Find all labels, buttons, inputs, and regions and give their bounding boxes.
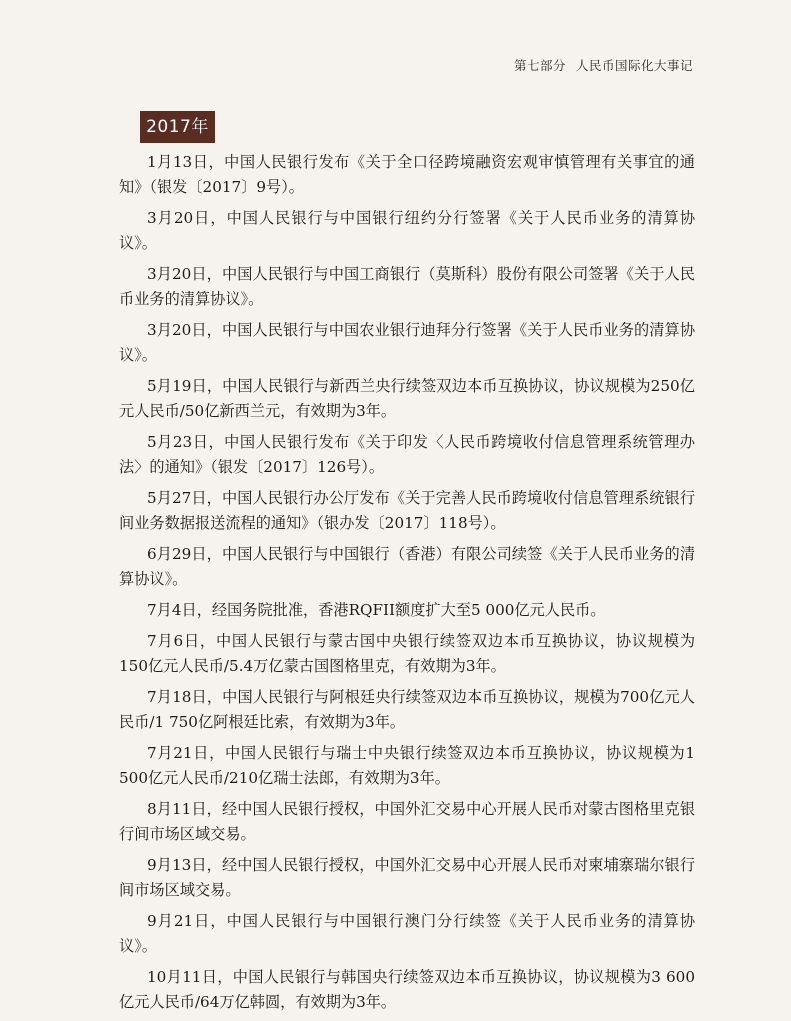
chronology-entry [119, 486, 695, 536]
entry-date: 1月13日， [147, 153, 225, 171]
entry-date: 5月23日， [147, 433, 225, 451]
chronology-entry [119, 909, 695, 959]
entry-date: 3月20日， [147, 265, 222, 283]
entry-text: 中国人民银行与中国银行澳门分行续签《关于人民币业务的清算协议》。 [119, 912, 695, 955]
chronology-entry [119, 797, 695, 847]
entry-date: 7月6日， [147, 632, 216, 650]
entry-text: 经中国人民银行授权，中国外汇交易中心开展人民币对蒙古图格里克银行间市场区域交易。 [119, 800, 695, 843]
entry-date: 9月13日， [147, 856, 222, 874]
header-part: 第七部分 [513, 58, 566, 73]
entry-date: 10月11日， [147, 968, 233, 986]
chronology-list [119, 150, 695, 1021]
year-heading: 2017年 [140, 111, 215, 143]
chronology-entry [119, 853, 695, 903]
entry-date: 9月21日， [147, 912, 227, 930]
chronology-entry [119, 150, 695, 200]
chronology-entry [119, 542, 695, 592]
entry-date: 7月18日， [147, 688, 223, 706]
entry-text: 中国人民银行与蒙古国中央银行续签双边本币互换协议，协议规模为150亿元人民币/5.4万亿蒙古国图格里克，有效期为3年。 [119, 632, 696, 675]
entry-date: 6月29日， [147, 545, 222, 563]
entry-text: 经国务院批准，香港RQFII额度扩大至5 000亿元人民币。 [211, 601, 606, 619]
entry-text: 中国人民银行与中国工商银行（莫斯科）股份有限公司签署《关于人民币业务的清算协议》。 [119, 265, 695, 308]
chronology-entry [119, 206, 695, 256]
entry-text: 中国人民银行发布《关于印发〈人民币跨境收付信息管理系统管理办法〉的通知》（银发〔2017〕126号）。 [119, 433, 695, 476]
entry-text: 中国人民银行与韩国央行续签双边本币互换协议，协议规模为3 600亿元人民币/64万亿韩圆，有效期为3年。 [119, 968, 695, 1011]
chronology-entry [119, 685, 695, 735]
running-header [514, 56, 693, 74]
entry-text: 中国人民银行与阿根廷央行续签双边本币互换协议，规模为700亿元人民币/1 750亿阿根廷比索，有效期为3年。 [119, 688, 695, 731]
entry-text: 中国人民银行与瑞士中央银行续签双边本币互换协议，协议规模为1 500亿元人民币/210亿瑞士法郎，有效期为3年。 [119, 744, 695, 787]
entry-date: 3月20日， [147, 321, 222, 339]
entry-text: 中国人民银行发布《关于全口径跨境融资宏观审慎管理有关事宜的通知》（银发〔2017〕9号）。 [119, 153, 695, 196]
entry-text: 中国人民银行与新西兰央行续签双边本币互换协议，协议规模为250亿元人民币/50亿新西兰元，有效期为3年。 [119, 377, 695, 420]
chronology-entry [119, 598, 695, 623]
entry-text: 中国人民银行与中国农业银行迪拜分行签署《关于人民币业务的清算协议》。 [119, 321, 695, 364]
entry-date: 7月4日， [147, 601, 212, 619]
entry-text: 中国人民银行与中国银行（香港）有限公司续签《关于人民币业务的清算协议》。 [119, 545, 695, 588]
entry-text: 中国人民银行与中国银行纽约分行签署《关于人民币业务的清算协议》。 [119, 209, 695, 252]
chronology-entry [119, 741, 695, 791]
chronology-entry [119, 374, 695, 424]
chronology-entry [119, 318, 695, 368]
chronology-entry [119, 965, 695, 1015]
entry-text: 中国人民银行办公厅发布《关于完善人民币跨境收付信息管理系统银行间业务数据报送流程的通知》（银办发〔2017〕118号）。 [119, 489, 695, 532]
entry-date: 3月20日， [147, 209, 227, 227]
chronology-entry [119, 629, 695, 679]
entry-text: 经中国人民银行授权，中国外汇交易中心开展人民币对柬埔寨瑞尔银行间市场区域交易。 [119, 856, 695, 899]
entry-date: 8月11日， [147, 800, 222, 818]
chronology-entry [119, 262, 695, 312]
entry-date: 5月27日， [147, 489, 222, 507]
header-title: 人民币国际化大事记 [575, 58, 693, 73]
entry-date: 7月21日， [147, 744, 225, 762]
entry-date: 5月19日， [147, 377, 223, 395]
chronology-entry [119, 430, 695, 480]
